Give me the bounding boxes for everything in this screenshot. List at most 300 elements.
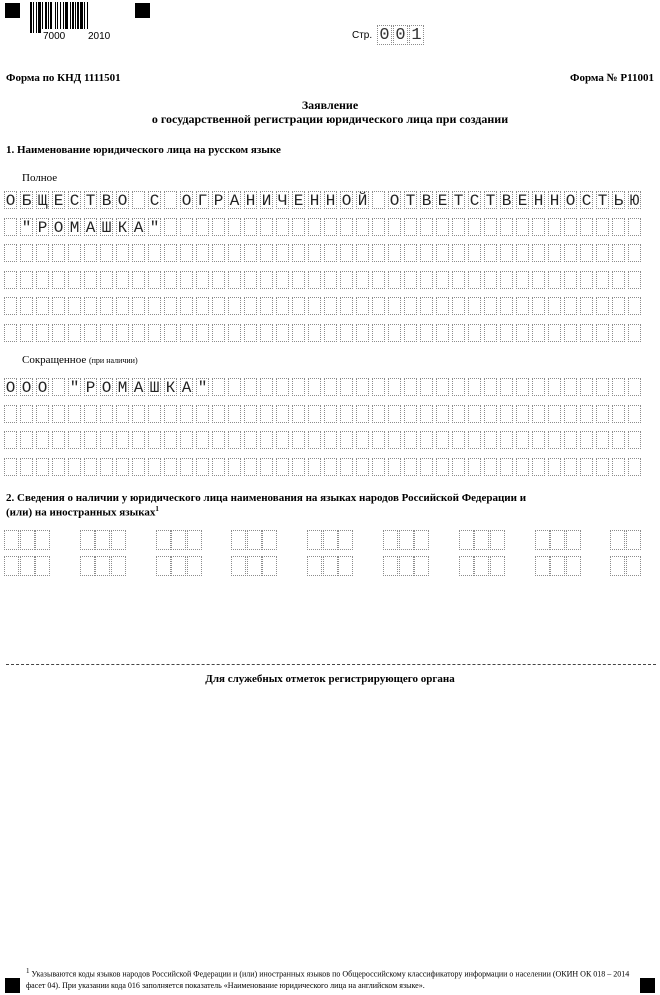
full-name-char-cell[interactable]: [580, 244, 593, 262]
short-name-char-cell[interactable]: [196, 458, 209, 476]
full-name-char-cell[interactable]: [548, 218, 561, 236]
full-name-char-cell[interactable]: ": [149, 218, 160, 237]
language-code-cell[interactable]: [550, 556, 565, 576]
full-name-char-cell[interactable]: [628, 244, 641, 262]
short-name-char-cell[interactable]: [100, 431, 113, 449]
full-name-char-cell[interactable]: [532, 324, 545, 342]
full-name-row[interactable]: [4, 244, 644, 264]
language-code-cell[interactable]: [566, 530, 581, 550]
full-name-char-cell[interactable]: Н: [309, 192, 320, 210]
full-name-char-cell[interactable]: Н: [245, 192, 256, 210]
full-name-char-cell[interactable]: [164, 191, 177, 209]
short-name-char-cell[interactable]: [52, 458, 65, 476]
language-code-cell[interactable]: [626, 556, 641, 576]
short-name-char-cell[interactable]: [580, 431, 593, 449]
full-name-char-cell[interactable]: [212, 244, 225, 262]
full-name-char-cell[interactable]: Е: [293, 192, 304, 210]
language-code-cell[interactable]: [323, 556, 338, 576]
language-code-cell[interactable]: [399, 530, 414, 550]
short-name-char-cell[interactable]: [132, 458, 145, 476]
full-name-char-cell[interactable]: Н: [549, 192, 560, 210]
full-name-char-cell[interactable]: [196, 244, 209, 262]
full-name-char-cell[interactable]: [500, 271, 513, 289]
full-name-char-cell[interactable]: [532, 271, 545, 289]
full-name-char-cell[interactable]: [228, 297, 241, 315]
short-name-char-cell[interactable]: [180, 458, 193, 476]
full-name-char-cell[interactable]: М: [69, 218, 80, 237]
full-name-char-cell[interactable]: [20, 324, 33, 342]
short-name-char-cell[interactable]: [564, 378, 577, 396]
full-name-char-cell[interactable]: [548, 324, 561, 342]
language-code-cell[interactable]: [610, 530, 625, 550]
short-name-char-cell[interactable]: [388, 405, 401, 423]
full-name-char-cell[interactable]: [388, 297, 401, 315]
full-name-char-cell[interactable]: [596, 271, 609, 289]
short-name-row[interactable]: [4, 378, 644, 398]
short-name-char-cell[interactable]: [596, 405, 609, 423]
page-digit[interactable]: 0: [393, 25, 408, 45]
full-name-char-cell[interactable]: [628, 218, 641, 236]
full-name-char-cell[interactable]: [484, 218, 497, 236]
full-name-char-cell[interactable]: С: [149, 192, 160, 210]
short-name-char-cell[interactable]: [212, 458, 225, 476]
language-code-cell[interactable]: [187, 530, 202, 550]
short-name-char-cell[interactable]: [612, 405, 625, 423]
full-name-char-cell[interactable]: [308, 218, 321, 236]
full-name-char-cell[interactable]: [4, 271, 17, 289]
full-name-char-cell[interactable]: [340, 244, 353, 262]
full-name-char-cell[interactable]: О: [341, 192, 352, 210]
short-name-char-cell[interactable]: [580, 405, 593, 423]
short-name-char-cell[interactable]: [4, 405, 17, 423]
full-name-char-cell[interactable]: [180, 271, 193, 289]
short-name-char-cell[interactable]: [164, 458, 177, 476]
language-code-cell[interactable]: [20, 556, 35, 576]
full-name-char-cell[interactable]: [372, 218, 385, 236]
short-name-char-cell[interactable]: [340, 458, 353, 476]
full-name-char-cell[interactable]: [564, 271, 577, 289]
short-name-char-cell[interactable]: О: [21, 379, 32, 397]
short-name-char-cell[interactable]: [164, 405, 177, 423]
short-name-char-cell[interactable]: [228, 431, 241, 449]
full-name-char-cell[interactable]: [420, 244, 433, 262]
short-name-char-cell[interactable]: [452, 378, 465, 396]
short-name-char-cell[interactable]: [532, 458, 545, 476]
full-name-char-cell[interactable]: Й: [357, 192, 368, 210]
full-name-char-cell[interactable]: К: [117, 218, 128, 237]
page-digit[interactable]: 1: [409, 25, 424, 45]
short-name-char-cell[interactable]: [356, 458, 369, 476]
short-name-char-cell[interactable]: [36, 458, 49, 476]
language-code-cell[interactable]: [550, 530, 565, 550]
full-name-char-cell[interactable]: А: [229, 192, 240, 210]
short-name-char-cell[interactable]: [292, 458, 305, 476]
short-name-row[interactable]: [4, 431, 644, 451]
full-name-char-cell[interactable]: [580, 324, 593, 342]
short-name-char-cell[interactable]: ": [197, 379, 208, 397]
short-name-char-cell[interactable]: [244, 378, 257, 396]
short-name-char-cell[interactable]: [212, 405, 225, 423]
full-name-char-cell[interactable]: [468, 271, 481, 289]
full-name-char-cell[interactable]: [612, 324, 625, 342]
full-name-char-cell[interactable]: [4, 297, 17, 315]
short-name-char-cell[interactable]: [228, 378, 241, 396]
short-name-char-cell[interactable]: [260, 458, 273, 476]
full-name-char-cell[interactable]: [452, 218, 465, 236]
short-name-char-cell[interactable]: [532, 378, 545, 396]
full-name-char-cell[interactable]: [292, 324, 305, 342]
full-name-char-cell[interactable]: [132, 271, 145, 289]
language-code-cell[interactable]: [35, 556, 50, 576]
full-name-char-cell[interactable]: [212, 271, 225, 289]
full-name-char-cell[interactable]: [164, 324, 177, 342]
short-name-char-cell[interactable]: [468, 405, 481, 423]
short-name-char-cell[interactable]: [436, 378, 449, 396]
full-name-char-cell[interactable]: [356, 324, 369, 342]
full-name-char-cell[interactable]: [180, 297, 193, 315]
full-name-char-cell[interactable]: [324, 324, 337, 342]
short-name-char-cell[interactable]: [628, 431, 641, 449]
short-name-char-cell[interactable]: Р: [85, 379, 96, 397]
language-code-cell[interactable]: [156, 530, 171, 550]
full-name-char-cell[interactable]: [36, 324, 49, 342]
short-name-char-cell[interactable]: [436, 431, 449, 449]
full-name-char-cell[interactable]: С: [581, 192, 592, 210]
full-name-char-cell[interactable]: [164, 218, 177, 236]
short-name-char-cell[interactable]: [212, 431, 225, 449]
language-code-cell[interactable]: [414, 530, 429, 550]
full-name-char-cell[interactable]: [260, 271, 273, 289]
full-name-char-cell[interactable]: [388, 324, 401, 342]
short-name-char-cell[interactable]: [324, 378, 337, 396]
full-name-char-cell[interactable]: [276, 244, 289, 262]
language-code-cell[interactable]: [490, 556, 505, 576]
full-name-char-cell[interactable]: [356, 297, 369, 315]
full-name-char-cell[interactable]: [324, 244, 337, 262]
full-name-char-cell[interactable]: [276, 218, 289, 236]
language-code-cell[interactable]: [20, 530, 35, 550]
full-name-char-cell[interactable]: [516, 244, 529, 262]
language-code-cell[interactable]: [307, 556, 322, 576]
language-code-cell[interactable]: [111, 530, 126, 550]
full-name-char-cell[interactable]: [564, 297, 577, 315]
full-name-char-cell[interactable]: Н: [325, 192, 336, 210]
short-name-char-cell[interactable]: [324, 458, 337, 476]
language-code-cell[interactable]: [459, 530, 474, 550]
full-name-row[interactable]: [4, 324, 644, 344]
short-name-char-cell[interactable]: [20, 431, 33, 449]
full-name-char-cell[interactable]: [612, 271, 625, 289]
full-name-char-cell[interactable]: [596, 324, 609, 342]
full-name-char-cell[interactable]: [100, 271, 113, 289]
short-name-char-cell[interactable]: [404, 378, 417, 396]
short-name-char-cell[interactable]: [276, 405, 289, 423]
full-name-char-cell[interactable]: [580, 297, 593, 315]
full-name-char-cell[interactable]: О: [5, 192, 16, 210]
full-name-char-cell[interactable]: [420, 271, 433, 289]
full-name-char-cell[interactable]: [628, 324, 641, 342]
full-name-char-cell[interactable]: Е: [53, 192, 64, 210]
full-name-char-cell[interactable]: В: [101, 192, 112, 210]
short-name-char-cell[interactable]: [404, 458, 417, 476]
short-name-char-cell[interactable]: [356, 378, 369, 396]
short-name-char-cell[interactable]: [244, 458, 257, 476]
short-name-char-cell[interactable]: [484, 458, 497, 476]
short-name-char-cell[interactable]: [388, 458, 401, 476]
full-name-char-cell[interactable]: [244, 271, 257, 289]
full-name-char-cell[interactable]: [260, 244, 273, 262]
full-name-char-cell[interactable]: [628, 297, 641, 315]
language-code-cell[interactable]: [490, 530, 505, 550]
short-name-char-cell[interactable]: [84, 458, 97, 476]
full-name-char-cell[interactable]: [404, 297, 417, 315]
full-name-char-cell[interactable]: [612, 218, 625, 236]
full-name-char-cell[interactable]: [196, 324, 209, 342]
short-name-char-cell[interactable]: [292, 431, 305, 449]
short-name-char-cell[interactable]: [436, 458, 449, 476]
short-name-char-cell[interactable]: [468, 431, 481, 449]
short-name-char-cell[interactable]: [276, 431, 289, 449]
short-name-char-cell[interactable]: [372, 431, 385, 449]
full-name-char-cell[interactable]: [292, 297, 305, 315]
short-name-char-cell[interactable]: [340, 378, 353, 396]
language-code-cell[interactable]: [4, 556, 19, 576]
short-name-char-cell[interactable]: [420, 458, 433, 476]
language-code-cell[interactable]: [474, 556, 489, 576]
language-code-cell[interactable]: [566, 556, 581, 576]
language-code-cell[interactable]: [399, 556, 414, 576]
full-name-char-cell[interactable]: [132, 297, 145, 315]
language-code-cell[interactable]: [414, 556, 429, 576]
full-name-char-cell[interactable]: [100, 324, 113, 342]
short-name-char-cell[interactable]: [468, 378, 481, 396]
full-name-char-cell[interactable]: [388, 271, 401, 289]
full-name-char-cell[interactable]: И: [261, 192, 272, 210]
full-name-char-cell[interactable]: [532, 244, 545, 262]
full-name-char-cell[interactable]: [596, 218, 609, 236]
full-name-char-cell[interactable]: [436, 297, 449, 315]
full-name-char-cell[interactable]: [548, 297, 561, 315]
short-name-char-cell[interactable]: [228, 458, 241, 476]
full-name-char-cell[interactable]: Б: [21, 192, 32, 210]
short-name-char-cell[interactable]: [68, 431, 81, 449]
short-name-char-cell[interactable]: [372, 378, 385, 396]
full-name-char-cell[interactable]: [180, 218, 193, 236]
short-name-char-cell[interactable]: [388, 431, 401, 449]
short-name-char-cell[interactable]: Ш: [149, 379, 160, 397]
full-name-char-cell[interactable]: [116, 244, 129, 262]
short-name-char-cell[interactable]: [116, 458, 129, 476]
short-name-char-cell[interactable]: [484, 378, 497, 396]
short-name-char-cell[interactable]: [84, 431, 97, 449]
full-name-char-cell[interactable]: [596, 297, 609, 315]
short-name-char-cell[interactable]: [36, 431, 49, 449]
short-name-char-cell[interactable]: [20, 405, 33, 423]
full-name-char-cell[interactable]: [516, 324, 529, 342]
full-name-char-cell[interactable]: [324, 218, 337, 236]
full-name-char-cell[interactable]: [84, 324, 97, 342]
short-name-char-cell[interactable]: [36, 405, 49, 423]
full-name-char-cell[interactable]: [132, 191, 145, 209]
full-name-char-cell[interactable]: Е: [517, 192, 528, 210]
full-name-char-cell[interactable]: [420, 324, 433, 342]
short-name-char-cell[interactable]: [564, 405, 577, 423]
short-name-char-cell[interactable]: [340, 405, 353, 423]
full-name-char-cell[interactable]: [148, 271, 161, 289]
short-name-char-cell[interactable]: К: [165, 379, 176, 397]
full-name-char-cell[interactable]: [292, 244, 305, 262]
short-name-char-cell[interactable]: [500, 431, 513, 449]
full-name-char-cell[interactable]: [436, 244, 449, 262]
full-name-char-cell[interactable]: О: [181, 192, 192, 210]
language-code-cell[interactable]: [187, 556, 202, 576]
full-name-char-cell[interactable]: [580, 271, 593, 289]
full-name-char-cell[interactable]: Г: [197, 192, 208, 210]
full-name-char-cell[interactable]: [436, 218, 449, 236]
full-name-char-cell[interactable]: [20, 297, 33, 315]
full-name-char-cell[interactable]: [68, 271, 81, 289]
full-name-char-cell[interactable]: [340, 271, 353, 289]
short-name-char-cell[interactable]: [68, 405, 81, 423]
full-name-char-cell[interactable]: [4, 324, 17, 342]
full-name-char-cell[interactable]: [548, 244, 561, 262]
short-name-char-cell[interactable]: [100, 458, 113, 476]
language-code-cell[interactable]: [4, 530, 19, 550]
full-name-char-cell[interactable]: [4, 244, 17, 262]
full-name-char-cell[interactable]: [228, 244, 241, 262]
full-name-char-cell[interactable]: [164, 297, 177, 315]
short-name-row[interactable]: [4, 458, 644, 478]
short-name-char-cell[interactable]: [500, 405, 513, 423]
full-name-char-cell[interactable]: [84, 297, 97, 315]
full-name-char-cell[interactable]: [36, 271, 49, 289]
short-name-char-cell[interactable]: [196, 431, 209, 449]
full-name-char-cell[interactable]: [132, 244, 145, 262]
language-code-cell[interactable]: [535, 530, 550, 550]
full-name-char-cell[interactable]: [484, 244, 497, 262]
language-code-cell[interactable]: [262, 530, 277, 550]
full-name-char-cell[interactable]: [468, 244, 481, 262]
full-name-char-cell[interactable]: [132, 324, 145, 342]
short-name-char-cell[interactable]: [420, 431, 433, 449]
full-name-char-cell[interactable]: [84, 244, 97, 262]
language-code-cell[interactable]: [338, 556, 353, 576]
full-name-char-cell[interactable]: [308, 244, 321, 262]
full-name-char-cell[interactable]: [196, 297, 209, 315]
short-name-char-cell[interactable]: [4, 458, 17, 476]
full-name-char-cell[interactable]: [244, 297, 257, 315]
short-name-char-cell[interactable]: ": [69, 379, 80, 397]
short-name-char-cell[interactable]: О: [37, 379, 48, 397]
full-name-char-cell[interactable]: [500, 244, 513, 262]
full-name-char-cell[interactable]: [356, 271, 369, 289]
short-name-char-cell[interactable]: [148, 431, 161, 449]
full-name-char-cell[interactable]: Т: [597, 192, 608, 210]
full-name-char-cell[interactable]: [260, 297, 273, 315]
full-name-char-cell[interactable]: [500, 324, 513, 342]
full-name-char-cell[interactable]: [596, 244, 609, 262]
short-name-char-cell[interactable]: М: [117, 379, 128, 397]
full-name-char-cell[interactable]: [468, 324, 481, 342]
full-name-char-cell[interactable]: [420, 297, 433, 315]
full-name-char-cell[interactable]: [308, 324, 321, 342]
full-name-char-cell[interactable]: [356, 218, 369, 236]
language-code-cell[interactable]: [80, 530, 95, 550]
short-name-char-cell[interactable]: [548, 458, 561, 476]
short-name-char-cell[interactable]: А: [181, 379, 192, 397]
short-name-char-cell[interactable]: [228, 405, 241, 423]
language-code-cell[interactable]: [474, 530, 489, 550]
full-name-char-cell[interactable]: [260, 218, 273, 236]
short-name-char-cell[interactable]: [308, 405, 321, 423]
short-name-row[interactable]: [4, 405, 644, 425]
language-code-cell[interactable]: [80, 556, 95, 576]
full-name-char-cell[interactable]: [52, 244, 65, 262]
short-name-char-cell[interactable]: [148, 458, 161, 476]
full-name-char-cell[interactable]: [228, 324, 241, 342]
full-name-char-cell[interactable]: [420, 218, 433, 236]
full-name-char-cell[interactable]: Т: [85, 192, 96, 210]
full-name-char-cell[interactable]: [68, 297, 81, 315]
full-name-char-cell[interactable]: С: [469, 192, 480, 210]
full-name-char-cell[interactable]: [52, 271, 65, 289]
full-name-char-cell[interactable]: [212, 324, 225, 342]
short-name-char-cell[interactable]: [532, 431, 545, 449]
full-name-char-cell[interactable]: Е: [437, 192, 448, 210]
short-name-char-cell[interactable]: [452, 405, 465, 423]
full-name-char-cell[interactable]: [324, 297, 337, 315]
language-code-cell[interactable]: [247, 530, 262, 550]
short-name-char-cell[interactable]: [484, 405, 497, 423]
short-name-char-cell[interactable]: О: [5, 379, 16, 397]
full-name-char-cell[interactable]: [228, 218, 241, 236]
full-name-char-cell[interactable]: Р: [213, 192, 224, 210]
full-name-char-cell[interactable]: [276, 324, 289, 342]
short-name-char-cell[interactable]: [532, 405, 545, 423]
full-name-char-cell[interactable]: О: [565, 192, 576, 210]
full-name-char-cell[interactable]: Ч: [277, 192, 288, 210]
full-name-char-cell[interactable]: [564, 244, 577, 262]
full-name-char-cell[interactable]: [260, 324, 273, 342]
full-name-char-cell[interactable]: ": [21, 218, 32, 237]
short-name-char-cell[interactable]: [516, 431, 529, 449]
full-name-char-cell[interactable]: [4, 218, 17, 236]
language-code-cell[interactable]: [171, 556, 186, 576]
full-name-char-cell[interactable]: [116, 297, 129, 315]
full-name-char-cell[interactable]: Н: [533, 192, 544, 210]
full-name-char-cell[interactable]: [436, 324, 449, 342]
full-name-char-cell[interactable]: Щ: [37, 192, 48, 210]
full-name-char-cell[interactable]: [308, 297, 321, 315]
language-code-cell[interactable]: [231, 530, 246, 550]
full-name-char-cell[interactable]: [436, 271, 449, 289]
full-name-char-cell[interactable]: [276, 297, 289, 315]
full-name-char-cell[interactable]: [340, 297, 353, 315]
short-name-char-cell[interactable]: [612, 458, 625, 476]
full-name-char-cell[interactable]: [404, 324, 417, 342]
short-name-char-cell[interactable]: [116, 431, 129, 449]
full-name-row[interactable]: [4, 271, 644, 291]
short-name-char-cell[interactable]: [580, 458, 593, 476]
language-code-cell[interactable]: [95, 530, 110, 550]
full-name-char-cell[interactable]: [212, 297, 225, 315]
full-name-char-cell[interactable]: А: [133, 218, 144, 237]
language-code-cell[interactable]: [307, 530, 322, 550]
full-name-char-cell[interactable]: О: [53, 218, 64, 237]
full-name-char-cell[interactable]: [372, 271, 385, 289]
full-name-char-cell[interactable]: [564, 218, 577, 236]
language-code-cell[interactable]: [338, 530, 353, 550]
